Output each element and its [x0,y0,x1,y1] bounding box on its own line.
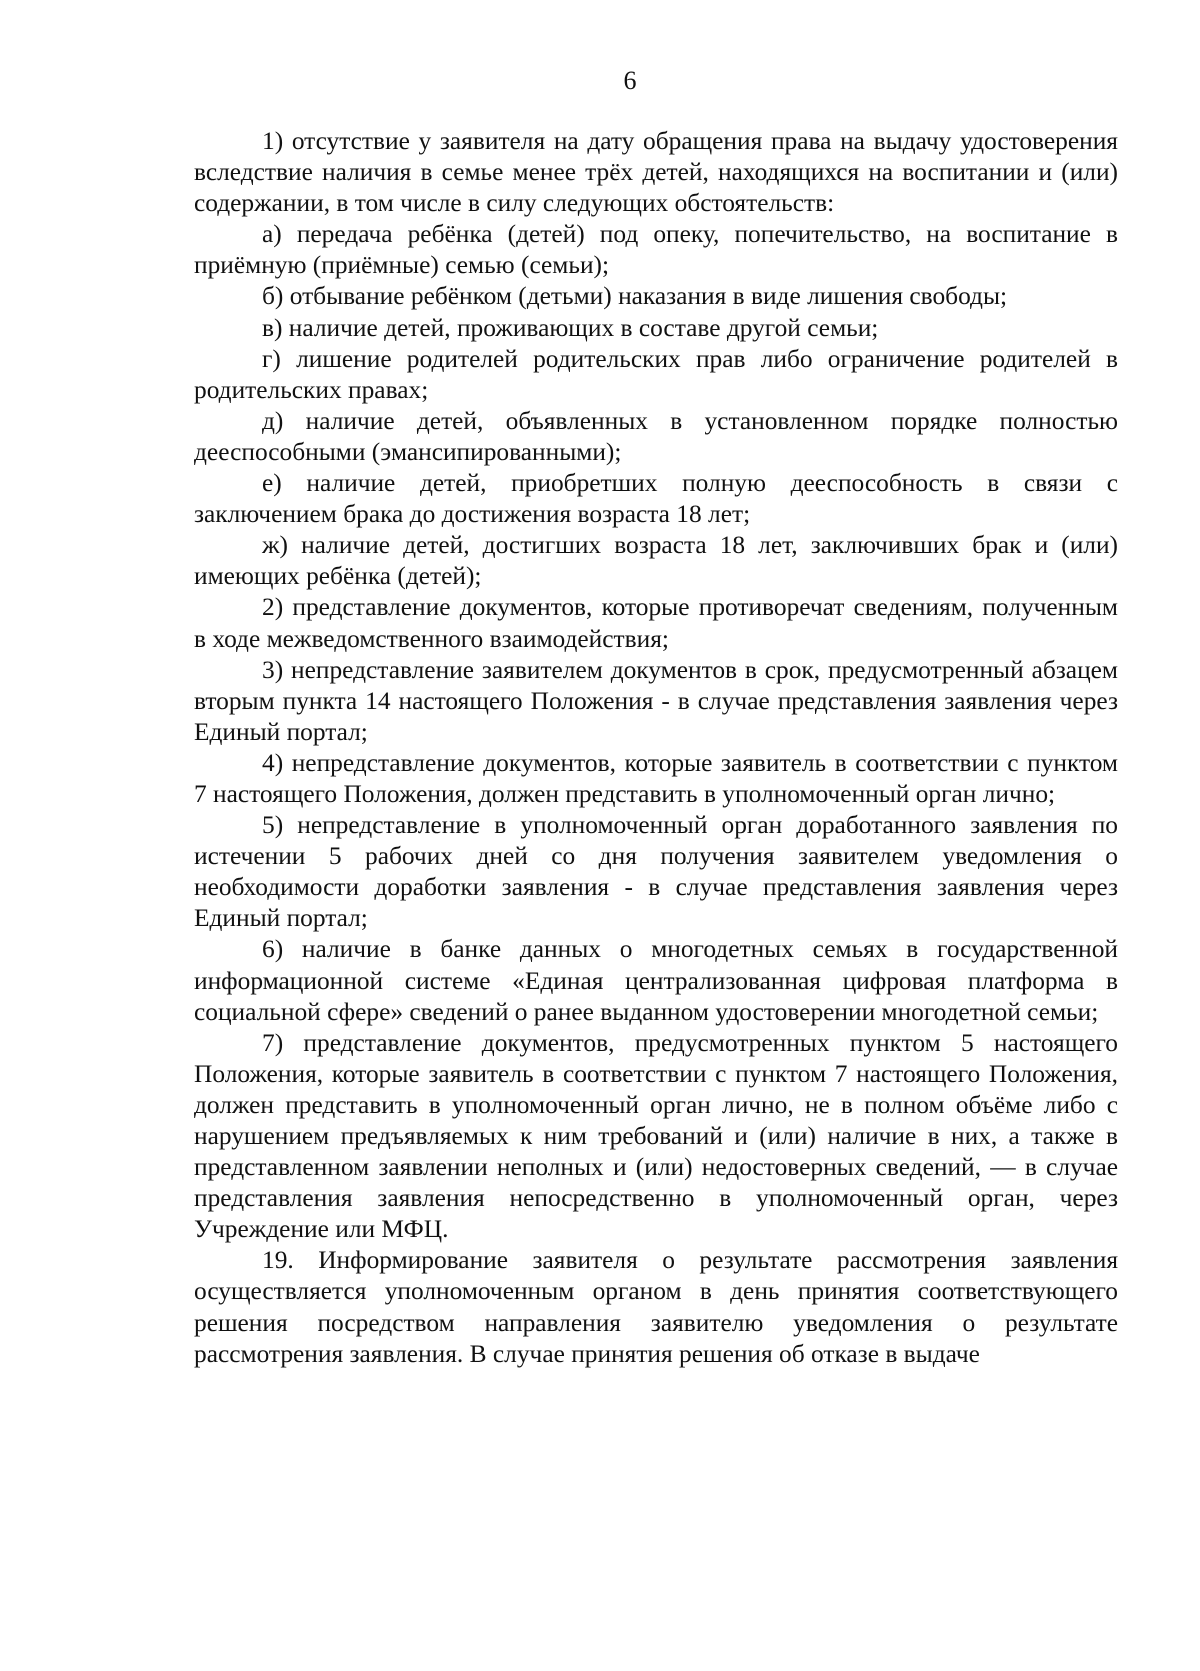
paragraph-subitem-zh: ж) наличие детей, достигших возраста 18 лет, заключивших брак и (или) имеющих ребёнка (детей); [194,531,1118,591]
paragraph-subitem-e: е) наличие детей, приобретших полную дееспособность в связи с заключением брака до достижения возраста 18 лет; [194,469,1118,529]
paragraph-section-19: 19. Информирование заявителя о результате рассмотрения заявления осуществляется уполномоченным органом в день принятия соответствующего решения посредством направления заявителю уведомления о результате рассмотрения заявления. В случае принятия решения об отказе в выдаче [194,1246,1118,1368]
paragraph-item-4: 4) непредставление документов, которые заявитель в соответствии с пунктом 7 настоящего Положения, должен представить в уполномоченный орган лично; [194,748,1118,808]
document-body [194,126,1118,1370]
paragraph-item-3: 3) непредставление заявителем документов в срок, предусмотренный абзацем вторым пункта 14 настоящего Положения - в случае представления заявления через Единый портал; [194,655,1118,746]
page-number: 6 [623,66,637,95]
paragraph-item-1: 1) отсутствие у заявителя на дату обращения права на выдачу удостоверения вследствие наличия в семье менее трёх детей, находящихся на воспитании и (или) содержании, в том числе в силу следующих обстоятельств: [194,127,1118,218]
paragraph-item-5: 5) непредставление в уполномоченный орган доработанного заявления по истечении 5 рабочих дней со дня получения заявителем уведомления о необходимости доработки заявления - в случае представления заявления через Единый портал; [194,811,1118,933]
paragraph-subitem-v: в) наличие детей, проживающих в составе другой семьи; [262,313,879,342]
paragraph-subitem-d: д) наличие детей, объявленных в установленном порядке полностью дееспособными (эмансипированными); [194,406,1118,466]
paragraph-subitem-g: г) лишение родителей родительских прав либо ограничение родителей в родительских правах; [194,344,1118,404]
paragraph-item-7: 7) представление документов, предусмотренных пунктом 5 настоящего Положения, которые заявитель в соответствии с пунктом 7 настоящего Положения, должен представить в уполномоченный орган лично, не в полном объёме либо с нарушением предъявляемых к ним требований и (или) наличие в них, а также в представленном заявлении неполных и (или) недостоверных сведений, — в случае представления заявления непосредственно в уполномоченный орган, через Учреждение или МФЦ. [194,1028,1118,1244]
paragraph-subitem-a: а) передача ребёнка (детей) под опеку, попечительство, на воспитание в приёмную (приёмные) семью (семьи); [194,220,1118,280]
paragraph-item-6: 6) наличие в банке данных о многодетных семьях в государственной информационной системе «Единая централизованная цифровая платформа в социальной сфере» сведений о ранее выданном удостоверении многодетной семьи; [194,935,1118,1026]
paragraph-subitem-b: б) отбывание ребёнком (детьми) наказания в виде лишения свободы; [262,282,1008,311]
paragraph-item-2: 2) представление документов, которые противоречат сведениям, полученным в ходе межведомственного взаимодействия; [194,593,1118,653]
